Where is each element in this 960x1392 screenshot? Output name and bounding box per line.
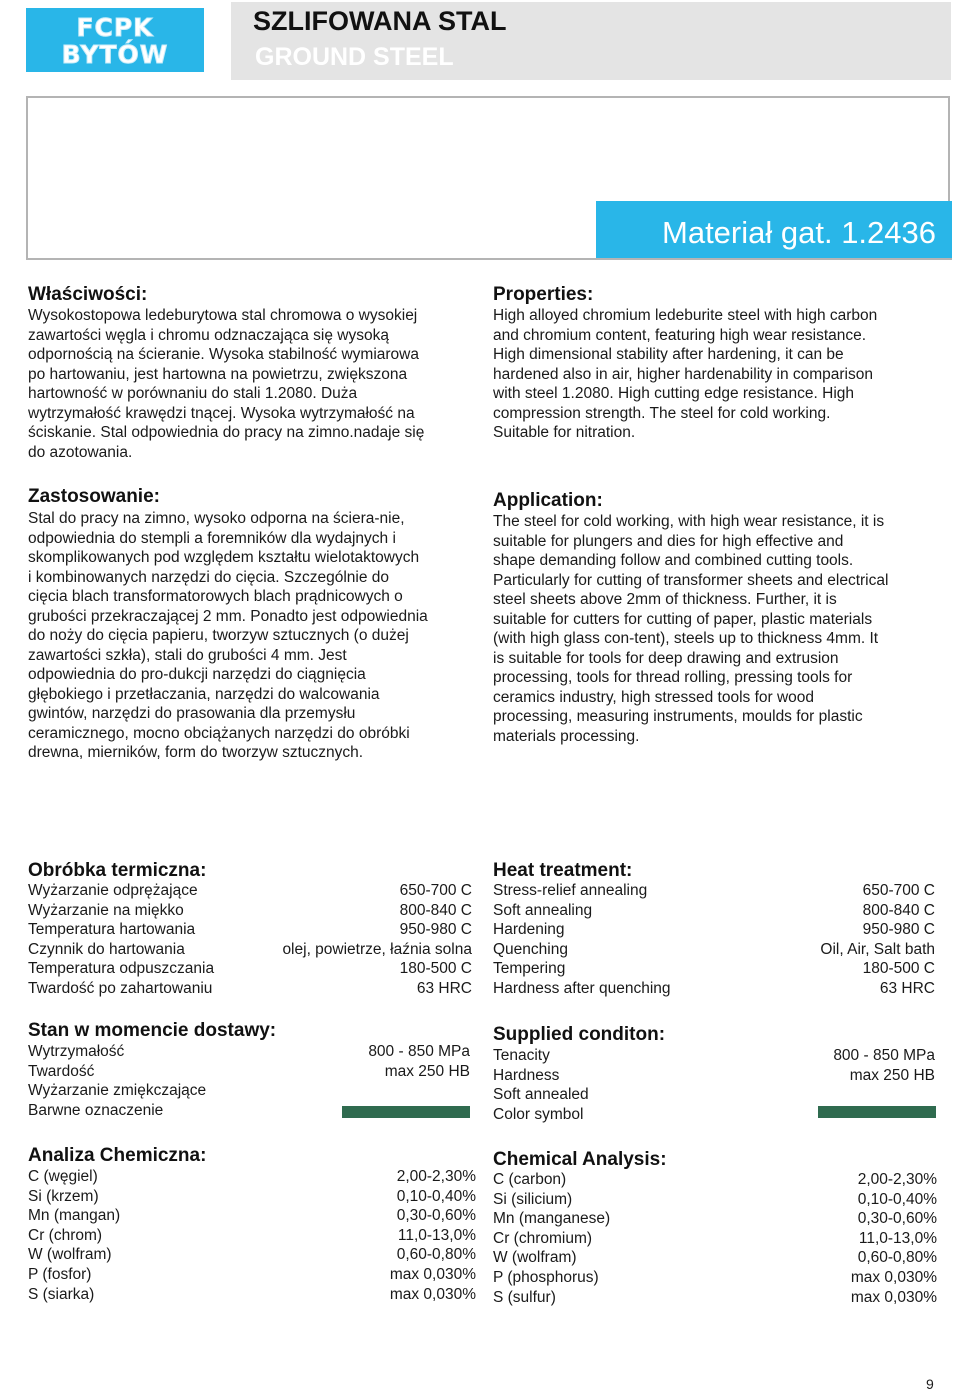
row-value: 0,60-0,80% xyxy=(396,1246,476,1264)
row-label: Si (krzem) xyxy=(28,1187,99,1205)
table-row xyxy=(493,881,935,901)
row-value: 0,30-0,60% xyxy=(396,1207,476,1225)
row-label: P (fosfor) xyxy=(28,1265,92,1283)
row-value: 800-840 C xyxy=(399,901,472,919)
table-row xyxy=(493,1066,935,1086)
row-label: Wyżarzanie odprężające xyxy=(28,882,198,899)
supplied-condition-heading-en: Supplied conditon: xyxy=(493,1024,666,1045)
row-label: S (siarka) xyxy=(28,1285,95,1303)
table-row xyxy=(493,1268,937,1288)
row-value: 650-700 C xyxy=(862,882,935,899)
table-row xyxy=(493,1190,937,1210)
application-heading-en: Application: xyxy=(493,490,603,511)
row-label: Czynnik do hartowania xyxy=(28,940,185,958)
row-value: max 0,030% xyxy=(389,1265,476,1283)
table-row xyxy=(28,1187,476,1207)
supplied-condition-heading-pl: Stan w momencie dostawy: xyxy=(28,1020,277,1041)
row-label: P (phosphorus) xyxy=(493,1268,599,1286)
table-row xyxy=(493,1209,937,1229)
color-symbol-swatch-pl xyxy=(342,1106,470,1118)
row-label: Mn (manganese) xyxy=(493,1210,611,1228)
row-label: Soft annealing xyxy=(493,901,593,919)
row-label: W (wolfram) xyxy=(493,1249,577,1267)
row-label: Stress-relief annealing xyxy=(493,882,648,899)
row-value: 0,60-0,80% xyxy=(857,1249,937,1267)
row-label: Temperatura odpuszczania xyxy=(28,960,215,978)
row-value: max 0,030% xyxy=(850,1268,937,1286)
application-text-en: The steel for cold working, with high wear resistance, it is suitable for plungers and dies for high effective and shape demanding follow and combined cutting tools. Particularly for cutting of transformer sheets and electrical steel sheets above 2mm of thickness. Further, it is suitable for cutters for cutting of paper, plastic materials (with high glass con-tent), steels up to thickness 4mm. It is suitable for tools for deep drawing and extrusion processing, tools for thread rolling, pressing tools for ceramics industry, high stressed tools for wood processing, measuring instruments, moulds for plastic materials processing. xyxy=(493,513,889,745)
table-row xyxy=(493,1229,937,1249)
color-symbol-swatch-en xyxy=(818,1106,936,1118)
row-label: Soft annealed xyxy=(493,1086,589,1104)
company-logo xyxy=(26,8,204,72)
row-value: max 0,030% xyxy=(850,1288,937,1306)
row-label: Tenacity xyxy=(493,1047,550,1064)
table-row xyxy=(28,940,472,960)
row-label: Hardening xyxy=(493,921,565,939)
row-label: Cr (chrom) xyxy=(28,1226,103,1244)
row-value: 650-700 C xyxy=(399,882,472,899)
table-row xyxy=(493,901,935,921)
table-row xyxy=(493,1248,937,1268)
row-value: 800 - 850 MPa xyxy=(368,1043,470,1060)
row-value: 2,00-2,30% xyxy=(396,1168,476,1185)
row-value: 800 - 850 MPa xyxy=(833,1047,935,1064)
properties-heading-en: Properties: xyxy=(493,284,594,305)
table-row xyxy=(493,1046,935,1066)
chemical-analysis-heading-pl: Analiza Chemiczna: xyxy=(28,1145,207,1166)
row-value: 11,0-13,0% xyxy=(858,1229,937,1247)
table-row xyxy=(28,1245,476,1265)
row-label: Barwne oznaczenie xyxy=(28,1101,164,1119)
table-row xyxy=(493,1085,935,1105)
heat-treatment-heading-pl: Obróbka termiczna: xyxy=(28,860,207,881)
row-value: 800-840 C xyxy=(862,901,935,919)
table-row xyxy=(28,959,472,979)
table-row xyxy=(28,1081,470,1101)
row-label: Wyżarzanie zmiękczające xyxy=(28,1082,207,1100)
table-row xyxy=(28,1042,470,1062)
application-text-pl: Stal do pracy na zimno, wysoko odporna na ściera-nie, odpowiednia do stempli a foremników dla wydajnych i skomplikowanych pod względem kształtu wielotaktowych i kombinowanych narzędzi do cięcia. Szczególnie do cięcia blach transformatorowych blach prądnicowych o grubości przekraczającej 2 mm. Ponadto jest odpowiednia do noży do cięcia papieru, tworzyw sztucznych (o dużej zawartości szkła), stali do grubości 4 mm. Jest odpowiednia do pro-dukcji narzędzi do ciągnięcia głębokiego i przetłaczania, narzędzi do walcowania gwintów, narzędzi do prasowania dla przemysłu ceramicznego, mocno obciążanych narzędzi do obróbki drewna, mierników, form do tworzyw sztucznych. xyxy=(28,510,428,761)
table-row xyxy=(28,1206,476,1226)
properties-heading-pl: Właściwości: xyxy=(28,284,148,305)
row-value: 950-980 C xyxy=(399,921,472,939)
row-label: C (węgiel) xyxy=(28,1168,98,1185)
table-row xyxy=(28,1285,476,1305)
row-label: Hardness xyxy=(493,1066,560,1084)
table-row xyxy=(28,920,472,940)
row-value: 0,30-0,60% xyxy=(857,1210,937,1228)
page-title-pl: SZLIFOWANA STAL xyxy=(253,6,507,36)
row-label: Hardness after quenching xyxy=(493,979,671,997)
row-value: olej, powietrze, łaźnia solna xyxy=(282,940,472,958)
logo-line-2: BYTÓW xyxy=(61,40,169,69)
row-label: Mn (mangan) xyxy=(28,1207,121,1225)
row-value: max 250 HB xyxy=(384,1062,470,1080)
divider xyxy=(26,258,952,260)
row-value: 63 HRC xyxy=(416,979,472,997)
table-row xyxy=(28,1062,470,1082)
table-row xyxy=(28,979,472,999)
logo-line-1: FCPK xyxy=(76,13,154,42)
row-label: W (wolfram) xyxy=(28,1246,112,1264)
heat-treatment-heading-en: Heat treatment: xyxy=(493,860,633,881)
table-row xyxy=(28,901,472,921)
properties-text-en: High alloyed chromium ledeburite steel with high carbon and chromium content, featuring high wear resistance. High dimensional stability after hardening, it can be hardened also in air, higher hardenability in comparison with steel 1.2080. High cutting edge resistance. High compression strength. The steel for cold working. Suitable for nitration. xyxy=(493,307,878,441)
row-label: Wytrzymałość xyxy=(28,1043,125,1060)
row-label: C (carbon) xyxy=(493,1171,567,1188)
row-value: 0,10-0,40% xyxy=(396,1187,476,1205)
table-row xyxy=(493,1288,937,1308)
row-value: 180-500 C xyxy=(399,960,472,978)
table-row xyxy=(493,979,935,999)
table-row xyxy=(28,1265,476,1285)
table-row xyxy=(493,1170,937,1190)
row-label: Tempering xyxy=(493,960,566,978)
row-label: Si (silicium) xyxy=(493,1190,573,1208)
row-label: Cr (chromium) xyxy=(493,1229,593,1247)
row-value: Oil, Air, Salt bath xyxy=(820,940,935,958)
row-value: max 0,030% xyxy=(389,1285,476,1303)
page-title-en: GROUND STEEL xyxy=(255,43,454,71)
row-label: S (sulfur) xyxy=(493,1288,556,1306)
chemical-analysis-table-en xyxy=(493,1170,937,1307)
table-row xyxy=(28,881,472,901)
row-value: 950-980 C xyxy=(862,921,935,939)
application-heading-pl: Zastosowanie: xyxy=(28,486,160,507)
properties-text-pl: Wysokostopowa ledeburytowa stal chromowa o wysokiej zawartości węgla i chromu odznaczająca się wysoką odpornością na ścieranie. Wysoka stabilność wymiarowa po hartowaniu, jest hartowna na powietrzu, zwiększona hartowność w porównaniu do stali 1.2080. Duża wytrzymałość krawędzi tnącej. Wysoka wytrzymałość na ściskanie. Stal odpowiednia do pracy na zimno.nadaje się do azotowania. xyxy=(28,307,425,461)
heat-treatment-table-pl xyxy=(28,881,472,999)
table-row xyxy=(493,940,935,960)
row-label: Temperatura hartowania xyxy=(28,921,196,939)
table-row xyxy=(493,959,935,979)
row-label: Twardość po zahartowaniu xyxy=(28,979,213,997)
table-row xyxy=(28,1167,476,1187)
heat-treatment-table-en xyxy=(493,881,935,999)
table-row xyxy=(28,1226,476,1246)
row-label: Twardość xyxy=(28,1062,95,1080)
row-value: 2,00-2,30% xyxy=(857,1171,937,1188)
row-value: 11,0-13,0% xyxy=(397,1226,476,1244)
row-label: Color symbol xyxy=(493,1105,584,1123)
page-number: 9 xyxy=(926,1376,934,1392)
row-value: 63 HRC xyxy=(879,979,935,997)
row-value: 0,10-0,40% xyxy=(857,1190,937,1208)
row-label: Wyżarzanie na miękko xyxy=(28,901,184,919)
chemical-analysis-heading-en: Chemical Analysis: xyxy=(493,1149,667,1170)
row-label: Quenching xyxy=(493,940,568,958)
row-value: max 250 HB xyxy=(849,1066,935,1084)
row-value: 180-500 C xyxy=(862,960,935,978)
table-row xyxy=(493,920,935,940)
chemical-analysis-table-pl xyxy=(28,1167,476,1304)
material-grade: Materiał gat. 1.2436 xyxy=(662,215,937,250)
